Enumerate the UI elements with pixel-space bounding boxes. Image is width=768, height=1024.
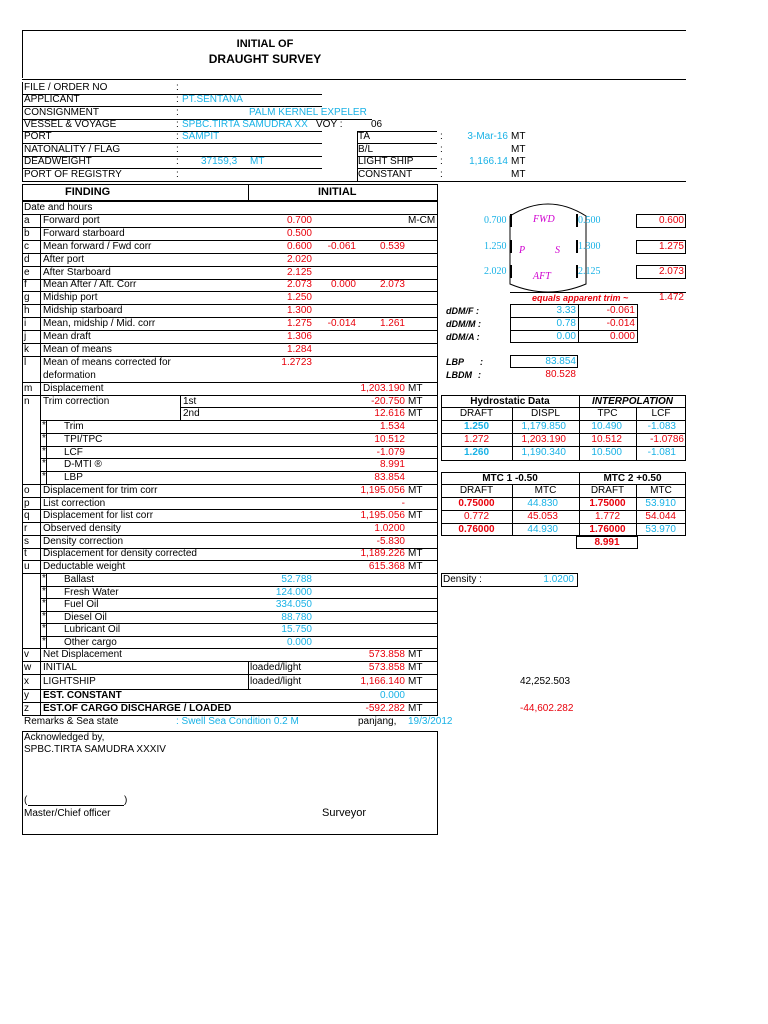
ship-fwd-mean: 0.600	[658, 215, 684, 226]
header-colon: :	[176, 156, 179, 167]
row-value: 1.275	[286, 318, 312, 329]
row-label: Displacement	[43, 383, 104, 394]
header-colon: :	[176, 144, 179, 155]
ack-master: Master/Chief officer	[24, 808, 111, 819]
ship-fwd-port: 0.700	[484, 215, 507, 226]
row-unit: MT	[408, 408, 423, 419]
ack-surveyor: Surveyor	[322, 807, 367, 819]
header-colon: :	[176, 94, 179, 105]
row-key: k	[24, 344, 29, 355]
row-label: After port	[43, 254, 85, 265]
row-unit: MT	[408, 510, 423, 521]
header-unit-constant: MT	[511, 169, 526, 180]
header-label-deadweight: DEADWEIGHT	[24, 156, 92, 167]
header-unit-deadweight: MT	[250, 156, 265, 167]
row-key: m	[24, 383, 33, 394]
row-correction: -0.014	[327, 318, 356, 329]
hydro-cell: 10.490	[591, 421, 622, 432]
row-unit: MT	[408, 383, 423, 394]
header-unit-lightship: MT	[511, 156, 526, 167]
hydro-cell: -1.083	[647, 421, 676, 432]
row-key: f	[24, 279, 27, 290]
ack-bracket-open: (	[24, 795, 28, 806]
row-key: t	[24, 548, 27, 559]
row-value: 0.600	[286, 241, 312, 252]
hydro-col: TPC	[597, 408, 618, 419]
row-label: Deductable weight	[43, 561, 126, 572]
header-colon: :	[440, 144, 443, 155]
deductable-value: 124.000	[275, 587, 312, 598]
header-colon: :	[176, 131, 179, 142]
ship-aft-stbd: 2.125	[578, 266, 601, 277]
row-label: Displacement for trim corr	[43, 485, 158, 496]
row-label: INITIAL	[43, 662, 77, 673]
row-value: 2.073	[286, 279, 312, 290]
header-colon: :	[176, 119, 179, 130]
row-bullet: *	[42, 458, 46, 469]
row-key: b	[24, 228, 30, 239]
header-label-consignment: CONSIGNMENT	[24, 107, 99, 118]
row-unit: MT	[408, 703, 423, 714]
remarks-value: : Swell Sea Condition 0.2 M	[176, 716, 299, 727]
mtc-header: MTC 2 +0.50	[603, 473, 662, 484]
row-value: 1.250	[286, 292, 312, 303]
lbdm-label: LBDM	[446, 370, 472, 380]
row-key: g	[24, 292, 30, 303]
hydro-col: DISPL	[531, 408, 560, 419]
header-colon: :	[440, 169, 443, 180]
row-sub: loaded/light	[250, 662, 302, 673]
header-colon: :	[176, 107, 179, 118]
row-key: u	[24, 561, 30, 572]
title-line1: INITIAL OF	[236, 38, 294, 50]
row-unit: MT	[408, 676, 423, 687]
header-value-applicant: PT.SENTANA	[182, 94, 243, 105]
row-value: 1.284	[286, 344, 312, 355]
mtc-col: DRAFT	[590, 485, 625, 496]
ship-stbd-label: S	[555, 245, 560, 256]
deductable-label: Fuel Oil	[64, 599, 99, 610]
row-label: TPI/TPC	[64, 434, 103, 445]
mtc-cell: 0.76000	[458, 524, 495, 535]
lbp-label: LBP	[446, 357, 464, 367]
row-correction: 0.000	[330, 279, 356, 290]
ship-aft-label: AFT	[533, 271, 551, 282]
row-unit: MT	[408, 561, 423, 572]
row-label: List correction	[43, 498, 106, 509]
remarks-label: Remarks & Sea state	[24, 716, 119, 727]
header-voy-value: 06	[371, 119, 383, 130]
row-key: l	[24, 357, 27, 368]
row-value: -592.282	[365, 703, 405, 714]
header-value-deadweight: 37159,3	[201, 156, 238, 167]
header-value-consignment: PALM KERNEL EXPELER	[249, 107, 367, 118]
trim-label: equals apparent trim ~	[532, 293, 629, 303]
hydro-cell: 1,203.190	[521, 434, 566, 445]
ddm-value: 0.00	[556, 331, 576, 342]
row-bullet: *	[42, 420, 46, 431]
row-value: 10.512	[374, 434, 405, 445]
row-unit: MT	[408, 485, 423, 496]
row-key: q	[24, 510, 30, 521]
mtc-cell: 44.930	[527, 524, 558, 535]
mtc-col: MTC	[650, 485, 672, 496]
mtc-cell: 0.772	[463, 511, 490, 522]
row-unit: MT	[408, 662, 423, 673]
header-value-port: SAMPIT	[182, 131, 220, 142]
row-value: 2.125	[286, 267, 312, 278]
ship-fwd-label: FWD	[533, 214, 555, 225]
row-label: Mean After / Aft. Corr	[43, 279, 137, 290]
header-value-ta: 3-Mar-16	[467, 131, 508, 142]
trim-value: 1.472	[658, 292, 684, 303]
ship-mid-mean: 1.275	[658, 241, 684, 252]
row-value: 1.534	[379, 421, 405, 432]
row-value: 1,195.056	[360, 510, 405, 521]
mtc-col: MTC	[534, 485, 557, 496]
hydro-cell: 1.260	[463, 447, 490, 458]
header-colon: :	[176, 82, 179, 93]
row-label: Density correction	[43, 536, 124, 547]
row-value: 12.616	[374, 408, 405, 419]
row-key: n	[24, 396, 30, 407]
row-unit: MT	[408, 548, 423, 559]
header-colon: :	[440, 131, 443, 142]
row-key: i	[24, 318, 27, 329]
header-voy-label: VOY :	[316, 119, 343, 130]
deductable-value: 15.750	[281, 624, 312, 635]
row-extra: -44,602.282	[520, 703, 574, 714]
row-key: z	[24, 703, 29, 714]
mtc-col: DRAFT	[459, 485, 494, 496]
row-sub: loaded/light	[250, 676, 302, 687]
ddm-label: dDM/F :	[446, 306, 479, 316]
header-colon: :	[176, 169, 179, 180]
row-key: w	[24, 662, 32, 673]
row-correction: -0.061	[327, 241, 356, 252]
row-label: LCF	[64, 447, 83, 458]
header-colon: :	[440, 156, 443, 167]
signature-line	[28, 805, 124, 806]
ack-vessel: SPBC.TIRTA SAMUDRA XXXIV	[24, 744, 166, 755]
row-value: 573.858	[368, 662, 405, 673]
hydro-cell: -1.0786	[650, 434, 684, 445]
mtc-cell: 53.910	[645, 498, 676, 509]
row-label-cont: deformation	[43, 370, 96, 381]
row-value: 0.500	[286, 228, 312, 239]
row-value: 0.000	[379, 690, 405, 701]
header-label-bl: B/L	[358, 144, 374, 155]
ddm-correction: 0.000	[609, 331, 635, 342]
row-corrected: 2.073	[379, 279, 405, 290]
ddm-label: dDM/M :	[446, 319, 481, 329]
row-label: Mean of means	[43, 344, 112, 355]
row-value: -	[401, 498, 405, 509]
row-key: o	[24, 485, 30, 496]
row-key: d	[24, 254, 30, 265]
header-value-vessel: SPBC.TIRTA SAMUDRA XX	[182, 119, 308, 130]
mtc-cell: 0.75000	[458, 498, 495, 509]
header-label-vessel: VESSEL & VOYAGE	[24, 119, 117, 130]
deductable-value: 0.000	[286, 637, 312, 648]
row-value: 615.368	[368, 561, 405, 572]
ship-mid-stbd: 1.300	[578, 241, 601, 252]
row-key: e	[24, 267, 30, 278]
row-value: 1,189.226	[360, 548, 405, 559]
row-label: Forward port	[43, 215, 100, 226]
density-value: 1.0200	[543, 574, 574, 585]
row-value: 1,203.190	[360, 383, 405, 394]
header-label-port: PORT	[24, 131, 52, 142]
row-value: 1,195.056	[360, 485, 405, 496]
deductable-value: 88.780	[281, 612, 312, 623]
remarks-date: 19/3/2012	[408, 716, 453, 727]
ddm-value: 0.78	[556, 318, 576, 329]
row-label: After Starboard	[43, 267, 111, 278]
mtc-result: 8.991	[594, 537, 620, 548]
mtc-cell: 54.044	[645, 511, 676, 522]
ddm-correction: -0.061	[606, 305, 635, 316]
hydro-cell: 1.250	[463, 421, 490, 432]
row-unit: M-CM	[408, 215, 436, 226]
ship-aft-port: 2.020	[484, 266, 507, 277]
mtc-cell: 53.970	[645, 524, 676, 535]
hydro-interp: INTERPOLATION	[592, 396, 673, 407]
row-corrected: 1.261	[379, 318, 405, 329]
density-label: Density :	[443, 574, 482, 585]
row-label: LIGHTSHIP	[43, 676, 96, 687]
row-unit: MT	[408, 649, 423, 660]
row-value: -5.830	[376, 536, 405, 547]
row-label: Trim correction	[43, 396, 110, 407]
row-value: 2.020	[286, 254, 312, 265]
row-label: Mean, midship / Mid. corr	[43, 318, 156, 329]
row-label: Displacement for list corr	[43, 510, 154, 521]
hydro-cell: 1.272	[463, 434, 490, 445]
ship-port-label: P	[519, 245, 526, 256]
header-unit-bl: MT	[511, 144, 526, 155]
row-key: s	[24, 536, 29, 547]
remarks-place: panjang,	[358, 716, 397, 727]
mtc-cell: 1.75000	[589, 498, 626, 509]
row-key: x	[24, 676, 29, 687]
row-value: -20.750	[371, 396, 405, 407]
row-key: r	[24, 523, 28, 534]
hydro-cell: 10.512	[591, 434, 622, 445]
row-value: 1.0200	[374, 523, 405, 534]
row-label: Midship starboard	[43, 305, 123, 316]
row-key: j	[24, 331, 27, 342]
deductable-value: 334.050	[275, 599, 312, 610]
row-label: Trim	[64, 421, 84, 432]
header-label-ta: TA	[358, 131, 371, 142]
row-unit: MT	[408, 396, 423, 407]
row-key: p	[24, 498, 30, 509]
mtc-cell: 45.053	[527, 511, 558, 522]
row-value: -1.079	[376, 447, 405, 458]
row-value: 1,166.140	[360, 676, 405, 687]
hydro-cell: 1,179.850	[521, 421, 566, 432]
row-value: 83.854	[374, 472, 405, 483]
date-hours-label: Date and hours	[24, 202, 93, 213]
ddm-label: dDM/A :	[446, 332, 480, 342]
lbp-colon: :	[480, 357, 483, 367]
header-label-registry: PORT OF REGISTRY	[24, 169, 122, 180]
initial-header: INITIAL	[318, 186, 357, 198]
hydro-cell: 10.500	[591, 447, 622, 458]
hydro-title: Hydrostatic Data	[470, 396, 550, 407]
ship-mid-port: 1.250	[484, 241, 507, 252]
row-corrected: 0.539	[379, 241, 405, 252]
ack-label: Acknowledged by,	[24, 732, 105, 743]
header-value-lightship: 1,166.14	[469, 156, 508, 167]
mtc-cell: 1.772	[594, 511, 621, 522]
row-value: 573.858	[368, 649, 405, 660]
row-label: Net Displacement	[43, 649, 122, 660]
row-label: Mean forward / Fwd corr	[43, 241, 152, 252]
lbdm-colon: :	[478, 370, 481, 380]
row-key: c	[24, 241, 29, 252]
row-label: D-MTI ®	[64, 459, 102, 470]
finding-header: FINDING	[65, 186, 111, 198]
lbdm-value: 80.528	[545, 369, 576, 380]
row-key: a	[24, 215, 30, 226]
header-label-constant: CONSTANT	[358, 169, 413, 180]
row-label: LBP	[64, 472, 83, 483]
row-bullet: *	[42, 433, 46, 444]
header-label-flag: NATONALITY / FLAG	[24, 144, 121, 155]
header-label-lightship: LIGHT SHIP	[358, 156, 414, 167]
deductable-label: Fresh Water	[64, 587, 119, 598]
title-line2: DRAUGHT SURVEY	[208, 52, 322, 66]
row-label: Mean draft	[43, 331, 91, 342]
row-label: Mean of means corrected for	[43, 357, 171, 368]
row-value: 1.306	[286, 331, 312, 342]
row-value: 1.300	[286, 305, 312, 316]
hydro-col: LCF	[651, 408, 671, 419]
mtc-cell: 44.830	[527, 498, 558, 509]
deductable-label: Other cargo	[64, 637, 117, 648]
header-label-applicant: APPLICANT	[24, 94, 80, 105]
mtc-cell: 1.76000	[589, 524, 626, 535]
ship-fwd-stbd: 0.500	[578, 215, 601, 226]
row-label: EST. CONSTANT	[43, 690, 122, 701]
row-sub: 2nd	[183, 408, 200, 419]
row-key: v	[24, 649, 29, 660]
header-label-file: FILE / ORDER NO	[24, 82, 108, 93]
row-bullet: *	[42, 471, 46, 482]
row-value: 8.991	[379, 459, 405, 470]
lbp-value: 83.854	[545, 356, 576, 367]
deductable-label: Diesel Oil	[64, 612, 107, 623]
deductable-label: Lubricant Oil	[64, 624, 121, 635]
row-bullet: *	[42, 446, 46, 457]
hydro-cell: -1.081	[647, 447, 676, 458]
mtc-header: MTC 1 -0.50	[482, 473, 538, 484]
ddm-value: 3.33	[556, 305, 576, 316]
deductable-label: Ballast	[64, 574, 95, 585]
ddm-correction: -0.014	[606, 318, 635, 329]
row-label: Observed density	[43, 523, 121, 534]
deductable-value: 52.788	[281, 574, 312, 585]
row-label: Midship port	[43, 292, 98, 303]
ack-bracket-close: )	[124, 795, 128, 806]
ship-aft-mean: 2.073	[658, 266, 684, 277]
row-sub: 1st	[183, 396, 197, 407]
row-label: Displacement for density corrected	[43, 548, 197, 559]
row-value: 0.700	[286, 215, 312, 226]
row-key: h	[24, 305, 30, 316]
row-value: 1.2723	[281, 357, 312, 368]
row-extra: 42,252.503	[520, 676, 571, 687]
row-label: EST.OF CARGO DISCHARGE / LOADED	[43, 703, 232, 714]
row-label: Forward starboard	[43, 228, 125, 239]
hydro-col: DRAFT	[459, 408, 494, 419]
row-key: y	[24, 690, 29, 701]
header-unit-ta: MT	[511, 131, 526, 142]
hydro-cell: 1,190.340	[521, 447, 566, 458]
